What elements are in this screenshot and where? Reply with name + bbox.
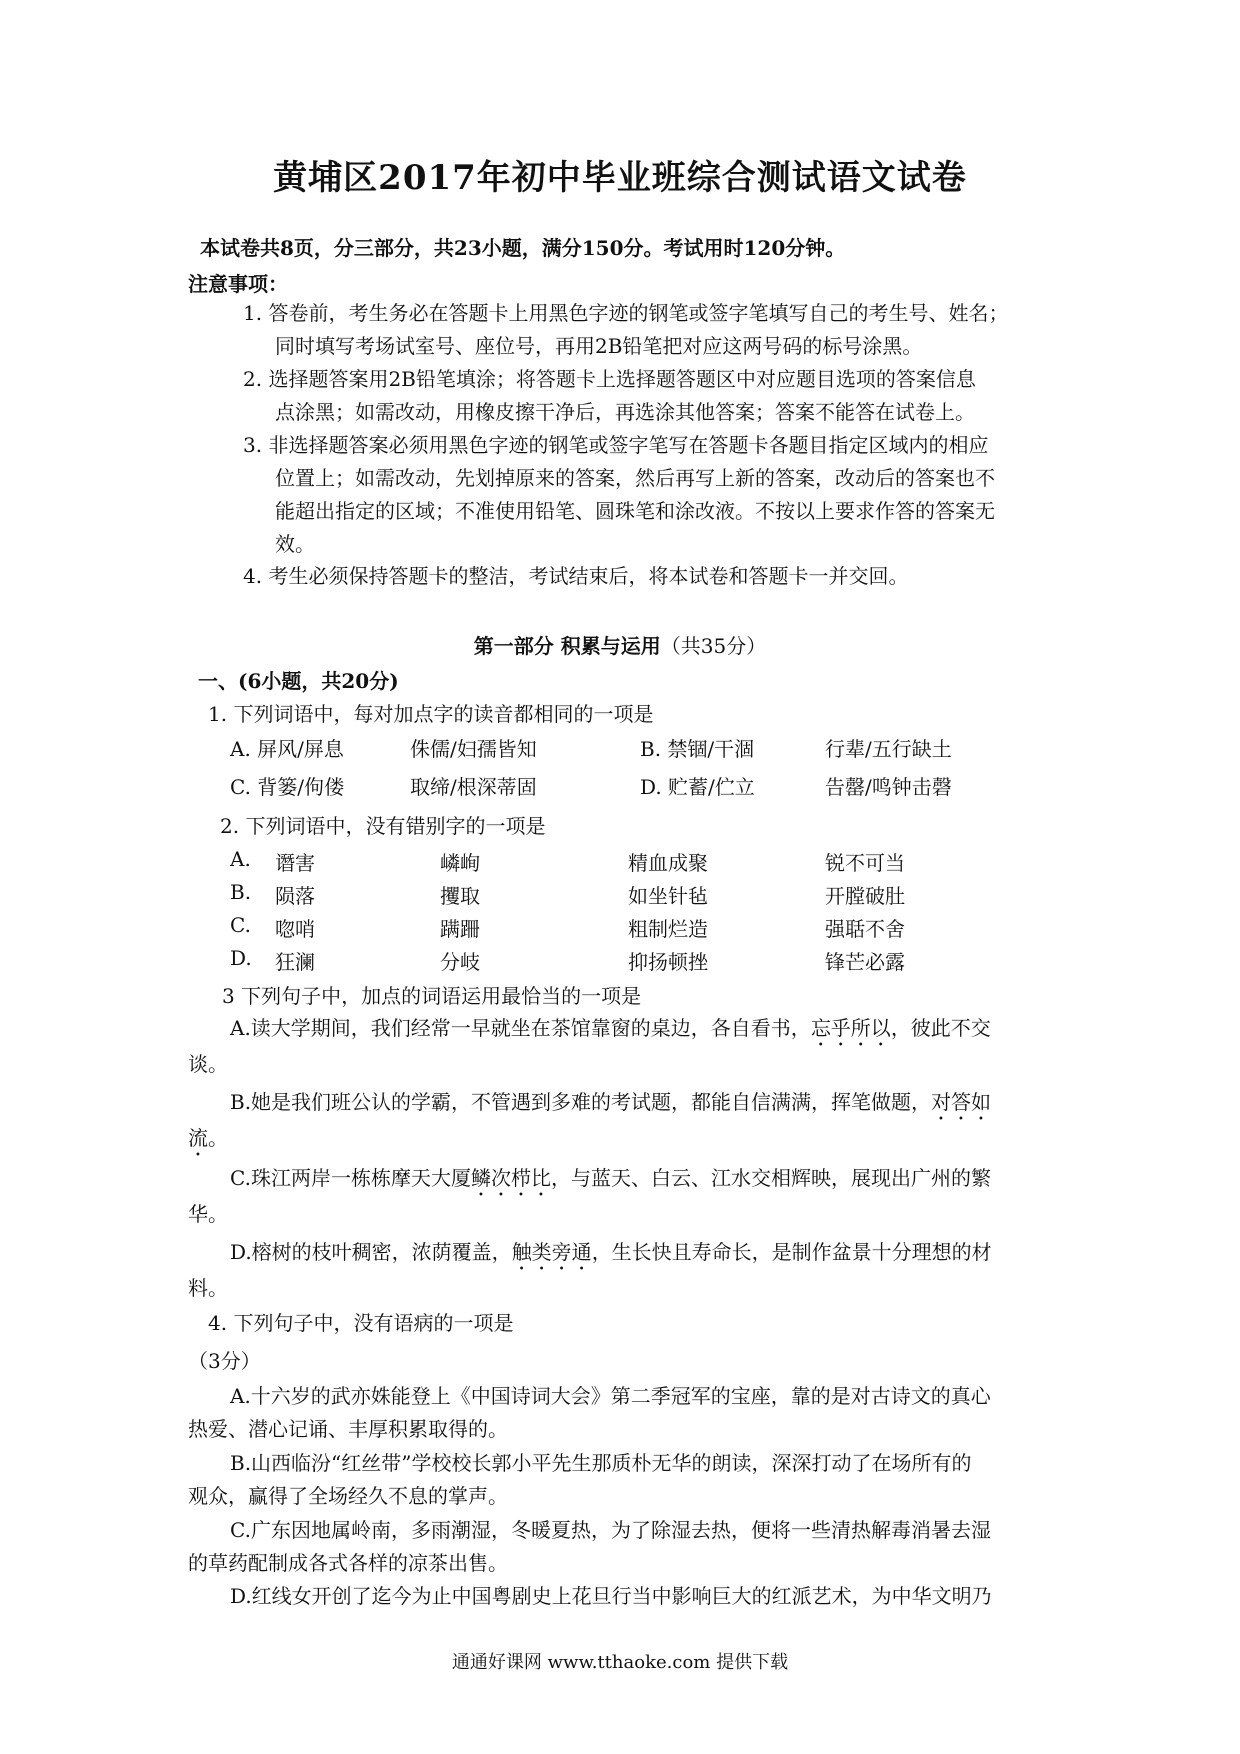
q3-option-d-wrap: 料。 [188, 1276, 228, 1300]
q3-option-c-wrap: 华。 [188, 1202, 228, 1226]
q3-option-c: C.珠江两岸一栋栋摩天大厦鳞次栉比，与蓝天、白云、江水交相辉映，展现出广州的繁 [230, 1166, 991, 1190]
q1-option-d-2: 告罄/鸣钟击磬 [825, 775, 952, 799]
q1-option-b-2: 行辈/五行缺土 [825, 737, 952, 761]
q2-word: 强聒不舍 [825, 917, 905, 941]
notice-3-line-1: 3. 非选择题答案必须用黑色字迹的钢笔或签字笔写在答题卡各题目指定区域内的相应 [243, 433, 989, 457]
question-4-score: （3分） [188, 1349, 261, 1373]
q2-word: 蹒跚 [440, 917, 480, 941]
notice-3-line-2: 位置上；如需改动，先划掉原来的答案，然后再写上新的答案，改动后的答案也不 [275, 466, 995, 490]
part-heading [0, 630, 1240, 659]
q3-option-a-wrap: 谈。 [188, 1052, 228, 1076]
q3-c-dotted-term: 鳞次栉比 [470, 1166, 551, 1190]
q2-word: 唿哨 [275, 917, 315, 941]
q3-option-b-wrap: 流。 [188, 1126, 228, 1150]
q2-option-letter: C. [230, 913, 251, 937]
section-heading: 一、(6小题，共20分) [198, 669, 399, 693]
q3-option-b: B.她是我们班公认的学霸，不管遇到多难的考试题，都能自信满满，挥笔做题，对答如 [230, 1090, 992, 1114]
exam-info: 本试卷共8页，分三部分，共23小题，满分150分。考试用时120分钟。 [200, 236, 846, 260]
footer-watermark: 通通好课网 www.tthaoke.com 提供下载 [451, 1652, 789, 1673]
q3-option-d: D.榕树的枝叶稠密，浓荫覆盖，触类旁通，生长快且寿命长，是制作盆景十分理想的材 [230, 1240, 992, 1264]
q1-option-a-2: 侏儒/妇孺皆知 [410, 737, 537, 761]
q3-b-dotted-term: 对答如 [931, 1090, 992, 1114]
q4-option-c-2: 的草药配制成各式各样的凉茶出售。 [188, 1551, 508, 1575]
q1-option-b-1: B. 禁锢/干涸 [640, 737, 755, 761]
part-name: 第一部分 积累与运用 [473, 634, 661, 658]
q4-option-d-1: D.红线女开创了迄今为止中国粤剧史上花旦行当中影响巨大的红派艺术，为中华文明乃 [230, 1584, 992, 1608]
notice-4-line-1: 4. 考生必须保持答题卡的整洁，考试结束后，将本试卷和答题卡一并交回。 [243, 564, 909, 588]
q4-option-b-2: 观众，赢得了全场经久不息的掌声。 [188, 1484, 508, 1508]
q1-option-c-2: 取缔/根深蒂固 [410, 775, 537, 799]
notice-1-line-2: 同时填写考场试室号、座位号，再用2B铅笔把对应这两号码的标号涂黑。 [275, 334, 923, 358]
part-score: （共35分） [660, 634, 767, 658]
notice-heading: 注意事项： [188, 272, 288, 296]
q4-option-b-1: B.山西临汾“红丝带”学校校长郭小平先生那质朴无华的朗读，深深打动了在场所有的 [230, 1451, 972, 1475]
question-2-stem: 2. 下列词语中，没有错别字的一项是 [220, 814, 546, 838]
q2-word: 锋芒必露 [825, 950, 905, 974]
page-title: 黄埔区2017年初中毕业班综合测试语文试卷 [273, 158, 967, 198]
q3-option-a: A.读大学期间，我们经常一早就坐在茶馆靠窗的桌边，各自看书，忘乎所以，彼此不交 [230, 1016, 991, 1040]
q2-word: 狂澜 [275, 950, 315, 974]
q2-word: 分岐 [440, 950, 480, 974]
q3-a-dotted-term: 忘乎所以 [810, 1016, 891, 1040]
q2-word: 如坐针毡 [628, 884, 708, 908]
q4-option-a-1: A.十六岁的武亦姝能登上《中国诗词大会》第二季冠军的宝座，靠的是对古诗文的真心 [230, 1384, 991, 1408]
q2-word: 攫取 [440, 884, 480, 908]
q2-word: 粗制烂造 [628, 917, 708, 941]
notice-3-line-4: 效。 [275, 532, 315, 556]
question-4-stem: 4. 下列句子中，没有语病的一项是 [208, 1311, 514, 1335]
q3-d-dotted-term: 触类旁通 [511, 1240, 592, 1264]
q2-word: 开膛破肚 [825, 884, 905, 908]
q2-word: 锐不可当 [825, 851, 905, 875]
q1-option-a-1: A. 屏风/屏息 [230, 737, 344, 761]
q4-option-a-2: 热爱、潜心记诵、丰厚积累取得的。 [188, 1417, 508, 1441]
q2-word: 陨落 [275, 884, 315, 908]
notice-3-line-3: 能超出指定的区域；不准使用铅笔、圆珠笔和涂改液。不按以上要求作答的答案无 [275, 499, 995, 523]
q2-option-letter: A. [230, 847, 251, 871]
q2-word: 嶙峋 [440, 851, 480, 875]
notice-2-line-1: 2. 选择题答案用2B铅笔填涂；将答题卡上选择题答题区中对应题目选项的答案信息 [243, 367, 976, 391]
q4-option-c-1: C.广东因地属岭南，多雨潮湿，冬暖夏热，为了除湿去热，便将一些清热解毒消暑去湿 [230, 1518, 991, 1542]
notice-2-line-2: 点涂黑；如需改动，用橡皮擦干净后，再选涂其他答案；答案不能答在试卷上。 [275, 400, 975, 424]
q2-word: 抑扬顿挫 [628, 950, 708, 974]
q2-word: 精血成聚 [628, 851, 708, 875]
q2-word: 谮害 [275, 851, 315, 875]
question-3-stem: 3 下列句子中，加点的词语运用最恰当的一项是 [222, 984, 642, 1008]
q1-option-c-1: C. 背篓/佝偻 [230, 775, 345, 799]
q2-option-letter: B. [230, 880, 252, 904]
notice-1-line-1: 1. 答卷前，考生务必在答题卡上用黑色字迹的钢笔或签字笔填写自己的考生号、姓名； [243, 301, 1009, 325]
q2-option-letter: D. [230, 946, 252, 970]
question-1-stem: 1. 下列词语中，每对加点字的读音都相同的一项是 [208, 702, 654, 726]
q1-option-d-1: D. 贮蓄/伫立 [640, 775, 755, 799]
